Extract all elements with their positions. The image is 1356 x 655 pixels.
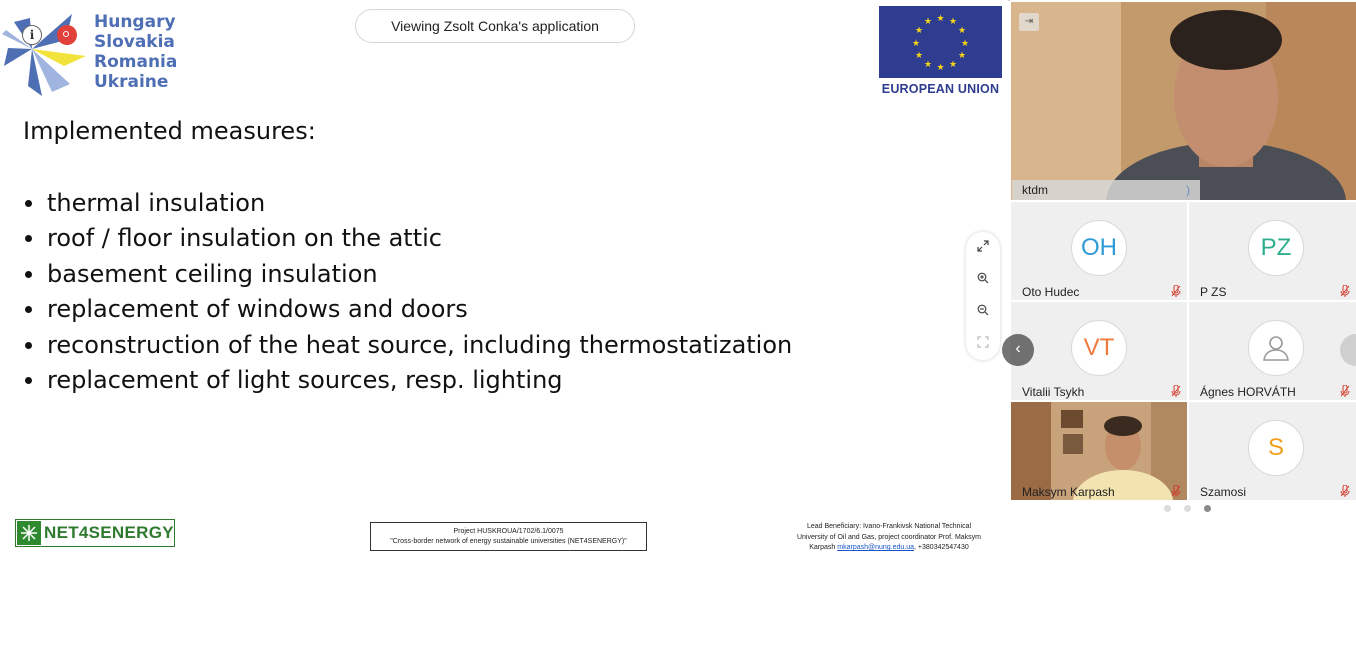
lead-name: Karpash <box>809 544 836 551</box>
lead-beneficiary-info <box>780 522 998 554</box>
list-item-text: reconstruction of the heat source, including thermostatization <box>47 330 793 359</box>
participant-name: P ZS <box>1200 285 1227 299</box>
participant-tile[interactable] <box>1189 302 1356 400</box>
logo-line: Ukraine <box>94 72 169 92</box>
participants-panel <box>1010 0 1356 500</box>
measures-list <box>22 186 792 398</box>
zoom-out-icon[interactable] <box>971 300 995 324</box>
main-video-label <box>1012 180 1200 200</box>
signal-icon: ) <box>1186 183 1190 197</box>
svg-text:★: ★ <box>914 51 924 61</box>
avatar: S <box>1248 420 1304 476</box>
list-item-text: replacement of light sources, resp. lighting <box>47 365 563 394</box>
chevron-left-icon[interactable]: ‹ <box>1002 334 1034 366</box>
info-icon[interactable]: i <box>22 25 42 45</box>
list-item <box>22 328 792 363</box>
eu-flag <box>879 6 1002 78</box>
list-item-text: basement ceiling insulation <box>47 259 378 288</box>
bullet-icon <box>25 271 32 278</box>
participant-tile[interactable] <box>1011 302 1187 400</box>
lead-email-link[interactable]: mkarpash@nung.edu.ua <box>837 544 915 551</box>
hsru-logo <box>0 4 180 100</box>
hsru-logo-text <box>94 12 177 92</box>
participant-name: Szamosi <box>1200 485 1247 499</box>
svg-text:★: ★ <box>960 39 970 49</box>
page-dot[interactable] <box>1164 505 1171 512</box>
bullet-icon <box>25 200 32 207</box>
svg-text:★: ★ <box>923 17 933 27</box>
svg-text:★: ★ <box>957 26 967 36</box>
fit-screen-icon[interactable] <box>971 332 995 356</box>
list-item <box>22 363 792 398</box>
lead-phone: , +380342547430 <box>914 544 969 551</box>
participant-name: ktdm <box>1022 183 1049 197</box>
zoom-in-icon[interactable] <box>971 268 995 292</box>
zoom-controls <box>966 232 1000 360</box>
list-item <box>22 221 792 256</box>
list-item <box>22 257 792 292</box>
participant-name: Oto Hudec <box>1022 285 1080 299</box>
project-line: Project HUSKROUA/1702/6.1/0075 <box>453 528 564 535</box>
speaker-video-image <box>1011 2 1356 200</box>
participant-tile[interactable] <box>1011 402 1187 500</box>
mic-muted-icon <box>1340 485 1350 497</box>
net4senergy-icon <box>17 521 41 545</box>
lead-line: Lead Beneficiary: Ivano-Frankivsk National Technical <box>806 523 972 530</box>
viewing-application-banner: Viewing Zsolt Conka's application <box>355 9 635 43</box>
list-item-text: thermal insulation <box>47 189 266 217</box>
avatar <box>1248 320 1304 376</box>
participant-tile[interactable] <box>1189 202 1356 300</box>
project-line: "Cross-border network of energy sustainable universities (NET4SENERGY)" <box>390 538 627 545</box>
fullscreen-icon[interactable] <box>971 236 995 260</box>
exit-fullscreen-icon[interactable]: ⇥ <box>1019 13 1039 31</box>
list-item <box>22 292 792 327</box>
mic-muted-icon <box>1171 485 1181 497</box>
svg-text:★: ★ <box>957 51 967 61</box>
eu-logo <box>878 6 1003 98</box>
svg-text:★: ★ <box>948 17 958 27</box>
svg-text:★: ★ <box>948 60 958 70</box>
participant-name: Maksym Karpash <box>1022 485 1115 499</box>
bullet-icon <box>25 377 32 384</box>
svg-text:★: ★ <box>936 63 945 73</box>
page-dot[interactable] <box>1184 505 1191 512</box>
net4senergy-text: NET4SENERGY <box>44 523 174 542</box>
main-video-tile[interactable] <box>1011 2 1356 200</box>
participant-tile[interactable] <box>1011 202 1187 300</box>
avatar: PZ <box>1248 220 1304 276</box>
slide-heading: Implemented measures: <box>23 117 316 145</box>
hsru-emblem <box>0 4 92 100</box>
eu-stars-icon <box>879 6 1002 78</box>
avatar: OH <box>1071 220 1127 276</box>
participant-name: Ágnes HORVÁTH <box>1200 385 1296 399</box>
lead-line <box>780 543 998 554</box>
lead-line: University of Oil and Gas, project coordinator Prof. Maksym <box>796 533 981 541</box>
participant-tile[interactable] <box>1189 402 1356 500</box>
avatar: VT <box>1071 320 1127 376</box>
mic-muted-icon <box>1340 285 1350 297</box>
page-dot-active[interactable] <box>1204 505 1211 512</box>
svg-text:★: ★ <box>923 60 933 70</box>
bullet-icon <box>25 342 32 349</box>
net4senergy-logo <box>15 519 175 547</box>
mic-muted-icon <box>1171 285 1181 297</box>
list-item-text: roof / floor insulation on the attic <box>47 224 442 253</box>
participant-name: Vitalii Tsykh <box>1022 385 1085 399</box>
list-item-text: replacement of windows and doors <box>47 295 468 324</box>
list-item <box>22 186 792 221</box>
user-icon <box>1261 333 1291 363</box>
svg-text:★: ★ <box>936 14 945 24</box>
svg-text:★: ★ <box>914 26 924 36</box>
mic-muted-icon <box>1340 385 1350 397</box>
logo-line: Slovakia <box>94 32 175 52</box>
logo-line: Hungary <box>94 12 176 32</box>
eu-label: EUROPEAN UNION <box>881 82 1000 96</box>
svg-text:★: ★ <box>911 39 921 49</box>
mic-muted-icon <box>1171 385 1181 397</box>
project-info-box <box>370 522 647 551</box>
bullet-icon <box>25 235 32 242</box>
logo-line: Romania <box>94 52 178 72</box>
bullet-icon <box>25 306 32 313</box>
record-icon[interactable] <box>57 25 77 45</box>
